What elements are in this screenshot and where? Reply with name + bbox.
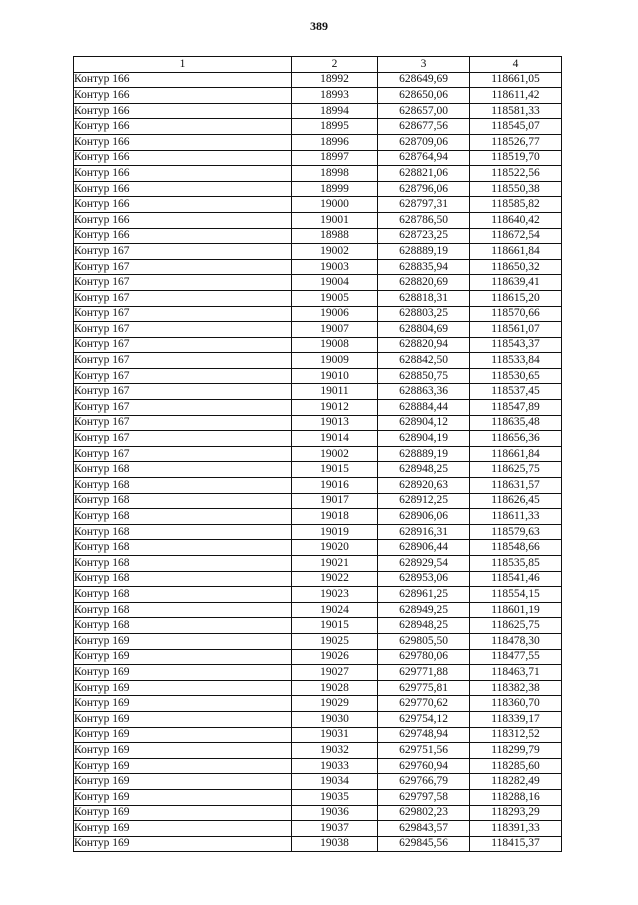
point-number: 18998 xyxy=(292,166,378,182)
point-number: 19015 xyxy=(292,462,378,478)
table-row xyxy=(74,166,562,182)
x-coordinate: 629805,50 xyxy=(378,633,470,649)
contour-name: Контур 167 xyxy=(74,446,292,462)
point-number: 19002 xyxy=(292,446,378,462)
point-number: 18995 xyxy=(292,119,378,135)
table-row xyxy=(74,400,562,416)
y-coordinate: 118299,79 xyxy=(470,743,562,759)
point-number: 19029 xyxy=(292,696,378,712)
y-coordinate: 118639,41 xyxy=(470,275,562,291)
table-row xyxy=(74,446,562,462)
point-number: 19013 xyxy=(292,415,378,431)
y-coordinate: 118519,70 xyxy=(470,150,562,166)
y-coordinate: 118550,38 xyxy=(470,181,562,197)
contour-name: Контур 169 xyxy=(74,680,292,696)
y-coordinate: 118615,20 xyxy=(470,290,562,306)
point-number: 19007 xyxy=(292,322,378,338)
contour-name: Контур 169 xyxy=(74,789,292,805)
contour-name: Контур 169 xyxy=(74,836,292,852)
y-coordinate: 118547,89 xyxy=(470,400,562,416)
point-number: 18992 xyxy=(292,72,378,88)
y-coordinate: 118285,60 xyxy=(470,758,562,774)
x-coordinate: 628916,31 xyxy=(378,524,470,540)
contour-name: Контур 166 xyxy=(74,197,292,213)
x-coordinate: 629751,56 xyxy=(378,743,470,759)
point-number: 19015 xyxy=(292,618,378,634)
contour-name: Контур 167 xyxy=(74,337,292,353)
point-number: 19022 xyxy=(292,571,378,587)
contour-name: Контур 169 xyxy=(74,743,292,759)
x-coordinate: 628820,94 xyxy=(378,337,470,353)
point-number: 19032 xyxy=(292,743,378,759)
x-coordinate: 628796,06 xyxy=(378,181,470,197)
x-coordinate: 628912,25 xyxy=(378,493,470,509)
table-row xyxy=(74,509,562,525)
table-row xyxy=(74,384,562,400)
y-coordinate: 118293,29 xyxy=(470,805,562,821)
contour-name: Контур 167 xyxy=(74,244,292,260)
point-number: 19005 xyxy=(292,290,378,306)
x-coordinate: 629748,94 xyxy=(378,727,470,743)
y-coordinate: 118656,36 xyxy=(470,431,562,447)
contour-name: Контур 167 xyxy=(74,275,292,291)
y-coordinate: 118541,46 xyxy=(470,571,562,587)
point-number: 19028 xyxy=(292,680,378,696)
y-coordinate: 118635,48 xyxy=(470,415,562,431)
x-coordinate: 629802,23 xyxy=(378,805,470,821)
point-number: 18999 xyxy=(292,181,378,197)
table-row xyxy=(74,602,562,618)
contour-name: Контур 169 xyxy=(74,805,292,821)
point-number: 19035 xyxy=(292,789,378,805)
x-coordinate: 628764,94 xyxy=(378,150,470,166)
table-row xyxy=(74,306,562,322)
table-row xyxy=(74,633,562,649)
x-coordinate: 628723,25 xyxy=(378,228,470,244)
table-row xyxy=(74,618,562,634)
x-coordinate: 629780,06 xyxy=(378,649,470,665)
contour-name: Контур 166 xyxy=(74,119,292,135)
table-row xyxy=(74,774,562,790)
x-coordinate: 629760,94 xyxy=(378,758,470,774)
contour-name: Контур 168 xyxy=(74,493,292,509)
x-coordinate: 628948,25 xyxy=(378,462,470,478)
point-number: 19011 xyxy=(292,384,378,400)
point-number: 19012 xyxy=(292,400,378,416)
contour-name: Контур 169 xyxy=(74,633,292,649)
y-coordinate: 118530,65 xyxy=(470,368,562,384)
table-row xyxy=(74,322,562,338)
contour-name: Контур 168 xyxy=(74,540,292,556)
point-number: 18996 xyxy=(292,134,378,150)
contour-name: Контур 169 xyxy=(74,774,292,790)
contour-name: Контур 167 xyxy=(74,353,292,369)
y-coordinate: 118339,17 xyxy=(470,711,562,727)
x-coordinate: 629770,62 xyxy=(378,696,470,712)
x-coordinate: 628906,44 xyxy=(378,540,470,556)
x-coordinate: 628904,19 xyxy=(378,431,470,447)
table-row xyxy=(74,805,562,821)
column-header-3: 3 xyxy=(378,57,470,73)
y-coordinate: 118477,55 xyxy=(470,649,562,665)
point-number: 19023 xyxy=(292,587,378,603)
x-coordinate: 628850,75 xyxy=(378,368,470,384)
contour-name: Контур 166 xyxy=(74,181,292,197)
x-coordinate: 628949,25 xyxy=(378,602,470,618)
x-coordinate: 628650,06 xyxy=(378,88,470,104)
contour-name: Контур 166 xyxy=(74,150,292,166)
y-coordinate: 118535,85 xyxy=(470,556,562,572)
point-number: 19031 xyxy=(292,727,378,743)
x-coordinate: 628889,19 xyxy=(378,244,470,260)
table-row xyxy=(74,821,562,837)
table-row xyxy=(74,789,562,805)
table-row xyxy=(74,150,562,166)
point-number: 19014 xyxy=(292,431,378,447)
table-row xyxy=(74,478,562,494)
y-coordinate: 118611,33 xyxy=(470,509,562,525)
contour-name: Контур 167 xyxy=(74,400,292,416)
x-coordinate: 629843,57 xyxy=(378,821,470,837)
y-coordinate: 118601,19 xyxy=(470,602,562,618)
table-row xyxy=(74,680,562,696)
point-number: 19027 xyxy=(292,665,378,681)
column-header-4: 4 xyxy=(470,57,562,73)
y-coordinate: 118631,57 xyxy=(470,478,562,494)
x-coordinate: 628786,50 xyxy=(378,212,470,228)
x-coordinate: 628803,25 xyxy=(378,306,470,322)
y-coordinate: 118561,07 xyxy=(470,322,562,338)
y-coordinate: 118415,37 xyxy=(470,836,562,852)
x-coordinate: 629771,88 xyxy=(378,665,470,681)
y-coordinate: 118548,66 xyxy=(470,540,562,556)
point-number: 19030 xyxy=(292,711,378,727)
y-coordinate: 118543,37 xyxy=(470,337,562,353)
contour-name: Контур 168 xyxy=(74,524,292,540)
contour-name: Контур 169 xyxy=(74,696,292,712)
table-row xyxy=(74,72,562,88)
y-coordinate: 118526,77 xyxy=(470,134,562,150)
contour-name: Контур 168 xyxy=(74,556,292,572)
contour-name: Контур 166 xyxy=(74,212,292,228)
table-row xyxy=(74,259,562,275)
y-coordinate: 118581,33 xyxy=(470,103,562,119)
contour-name: Контур 166 xyxy=(74,166,292,182)
x-coordinate: 629766,79 xyxy=(378,774,470,790)
table-row xyxy=(74,758,562,774)
table-row xyxy=(74,493,562,509)
page-number: 389 xyxy=(310,19,328,33)
x-coordinate: 628961,25 xyxy=(378,587,470,603)
y-coordinate: 118570,66 xyxy=(470,306,562,322)
contour-name: Контур 167 xyxy=(74,322,292,338)
y-coordinate: 118661,05 xyxy=(470,72,562,88)
contour-name: Контур 169 xyxy=(74,711,292,727)
table-row xyxy=(74,711,562,727)
contour-name: Контур 167 xyxy=(74,415,292,431)
y-coordinate: 118579,63 xyxy=(470,524,562,540)
table-header xyxy=(74,57,562,73)
y-coordinate: 118537,45 xyxy=(470,384,562,400)
table-row xyxy=(74,228,562,244)
contour-name: Контур 169 xyxy=(74,649,292,665)
y-coordinate: 118611,42 xyxy=(470,88,562,104)
contour-name: Контур 168 xyxy=(74,478,292,494)
y-coordinate: 118650,32 xyxy=(470,259,562,275)
y-coordinate: 118545,07 xyxy=(470,119,562,135)
y-coordinate: 118672,54 xyxy=(470,228,562,244)
column-header-2: 2 xyxy=(292,57,378,73)
x-coordinate: 628904,12 xyxy=(378,415,470,431)
table-row xyxy=(74,88,562,104)
contour-name: Контур 166 xyxy=(74,88,292,104)
point-number: 19020 xyxy=(292,540,378,556)
point-number: 19026 xyxy=(292,649,378,665)
table-row xyxy=(74,337,562,353)
point-number: 19003 xyxy=(292,259,378,275)
point-number: 19038 xyxy=(292,836,378,852)
point-number: 19017 xyxy=(292,493,378,509)
x-coordinate: 628657,00 xyxy=(378,103,470,119)
table-row xyxy=(74,353,562,369)
x-coordinate: 628842,50 xyxy=(378,353,470,369)
x-coordinate: 629797,58 xyxy=(378,789,470,805)
point-number: 18997 xyxy=(292,150,378,166)
x-coordinate: 628797,31 xyxy=(378,197,470,213)
x-coordinate: 628820,69 xyxy=(378,275,470,291)
contour-name: Контур 168 xyxy=(74,462,292,478)
y-coordinate: 118626,45 xyxy=(470,493,562,509)
contour-name: Контур 168 xyxy=(74,509,292,525)
table-row xyxy=(74,244,562,260)
y-coordinate: 118661,84 xyxy=(470,446,562,462)
y-coordinate: 118360,70 xyxy=(470,696,562,712)
point-number: 19019 xyxy=(292,524,378,540)
table-row xyxy=(74,119,562,135)
x-coordinate: 629754,12 xyxy=(378,711,470,727)
x-coordinate: 628929,54 xyxy=(378,556,470,572)
contour-name: Контур 166 xyxy=(74,103,292,119)
x-coordinate: 628863,36 xyxy=(378,384,470,400)
coordinates-table xyxy=(73,56,562,852)
x-coordinate: 628709,06 xyxy=(378,134,470,150)
contour-name: Контур 168 xyxy=(74,618,292,634)
point-number: 19010 xyxy=(292,368,378,384)
point-number: 19025 xyxy=(292,633,378,649)
x-coordinate: 628818,31 xyxy=(378,290,470,306)
y-coordinate: 118391,33 xyxy=(470,821,562,837)
table-row xyxy=(74,275,562,291)
table-row xyxy=(74,290,562,306)
y-coordinate: 118625,75 xyxy=(470,462,562,478)
table-row xyxy=(74,415,562,431)
point-number: 19008 xyxy=(292,337,378,353)
x-coordinate: 628884,44 xyxy=(378,400,470,416)
table-row xyxy=(74,462,562,478)
contour-name: Контур 166 xyxy=(74,228,292,244)
y-coordinate: 118640,42 xyxy=(470,212,562,228)
contour-name: Контур 167 xyxy=(74,306,292,322)
y-coordinate: 118533,84 xyxy=(470,353,562,369)
contour-name: Контур 167 xyxy=(74,384,292,400)
point-number: 19006 xyxy=(292,306,378,322)
table-row xyxy=(74,181,562,197)
contour-name: Контур 169 xyxy=(74,821,292,837)
contour-name: Контур 168 xyxy=(74,571,292,587)
y-coordinate: 118288,16 xyxy=(470,789,562,805)
y-coordinate: 118554,15 xyxy=(470,587,562,603)
table-row xyxy=(74,556,562,572)
point-number: 18994 xyxy=(292,103,378,119)
table-row xyxy=(74,540,562,556)
x-coordinate: 628649,69 xyxy=(378,72,470,88)
x-coordinate: 628821,06 xyxy=(378,166,470,182)
contour-name: Контур 169 xyxy=(74,665,292,681)
x-coordinate: 629775,81 xyxy=(378,680,470,696)
table-row xyxy=(74,431,562,447)
table-row xyxy=(74,524,562,540)
table-row xyxy=(74,212,562,228)
contour-name: Контур 168 xyxy=(74,587,292,603)
point-number: 19033 xyxy=(292,758,378,774)
contour-name: Контур 167 xyxy=(74,290,292,306)
point-number: 19018 xyxy=(292,509,378,525)
table-row xyxy=(74,727,562,743)
y-coordinate: 118312,52 xyxy=(470,727,562,743)
table-row xyxy=(74,197,562,213)
y-coordinate: 118463,71 xyxy=(470,665,562,681)
table-row xyxy=(74,587,562,603)
contour-name: Контур 166 xyxy=(74,134,292,150)
table-row xyxy=(74,571,562,587)
point-number: 19009 xyxy=(292,353,378,369)
x-coordinate: 628953,06 xyxy=(378,571,470,587)
table-row xyxy=(74,103,562,119)
x-coordinate: 628804,69 xyxy=(378,322,470,338)
x-coordinate: 628889,19 xyxy=(378,446,470,462)
table-body xyxy=(74,72,562,852)
table-row xyxy=(74,134,562,150)
x-coordinate: 628906,06 xyxy=(378,509,470,525)
y-coordinate: 118625,75 xyxy=(470,618,562,634)
x-coordinate: 628677,56 xyxy=(378,119,470,135)
point-number: 18993 xyxy=(292,88,378,104)
y-coordinate: 118661,84 xyxy=(470,244,562,260)
contour-name: Контур 167 xyxy=(74,259,292,275)
x-coordinate: 629845,56 xyxy=(378,836,470,852)
point-number: 19016 xyxy=(292,478,378,494)
x-coordinate: 628948,25 xyxy=(378,618,470,634)
y-coordinate: 118522,56 xyxy=(470,166,562,182)
y-coordinate: 118478,30 xyxy=(470,633,562,649)
point-number: 19024 xyxy=(292,602,378,618)
table-row xyxy=(74,836,562,852)
contour-name: Контур 167 xyxy=(74,431,292,447)
point-number: 19002 xyxy=(292,244,378,260)
table-row xyxy=(74,665,562,681)
point-number: 19037 xyxy=(292,821,378,837)
contour-name: Контур 169 xyxy=(74,727,292,743)
x-coordinate: 628835,94 xyxy=(378,259,470,275)
header-row xyxy=(74,57,562,73)
contour-name: Контур 169 xyxy=(74,758,292,774)
y-coordinate: 118282,49 xyxy=(470,774,562,790)
y-coordinate: 118382,38 xyxy=(470,680,562,696)
table-row xyxy=(74,696,562,712)
column-header-1: 1 xyxy=(74,57,292,73)
contour-name: Контур 167 xyxy=(74,368,292,384)
point-number: 19001 xyxy=(292,212,378,228)
table-row xyxy=(74,743,562,759)
table-row xyxy=(74,368,562,384)
x-coordinate: 628920,63 xyxy=(378,478,470,494)
table-row xyxy=(74,649,562,665)
point-number: 19021 xyxy=(292,556,378,572)
point-number: 18988 xyxy=(292,228,378,244)
contour-name: Контур 168 xyxy=(74,602,292,618)
point-number: 19000 xyxy=(292,197,378,213)
point-number: 19036 xyxy=(292,805,378,821)
point-number: 19034 xyxy=(292,774,378,790)
contour-name: Контур 166 xyxy=(74,72,292,88)
point-number: 19004 xyxy=(292,275,378,291)
y-coordinate: 118585,82 xyxy=(470,197,562,213)
